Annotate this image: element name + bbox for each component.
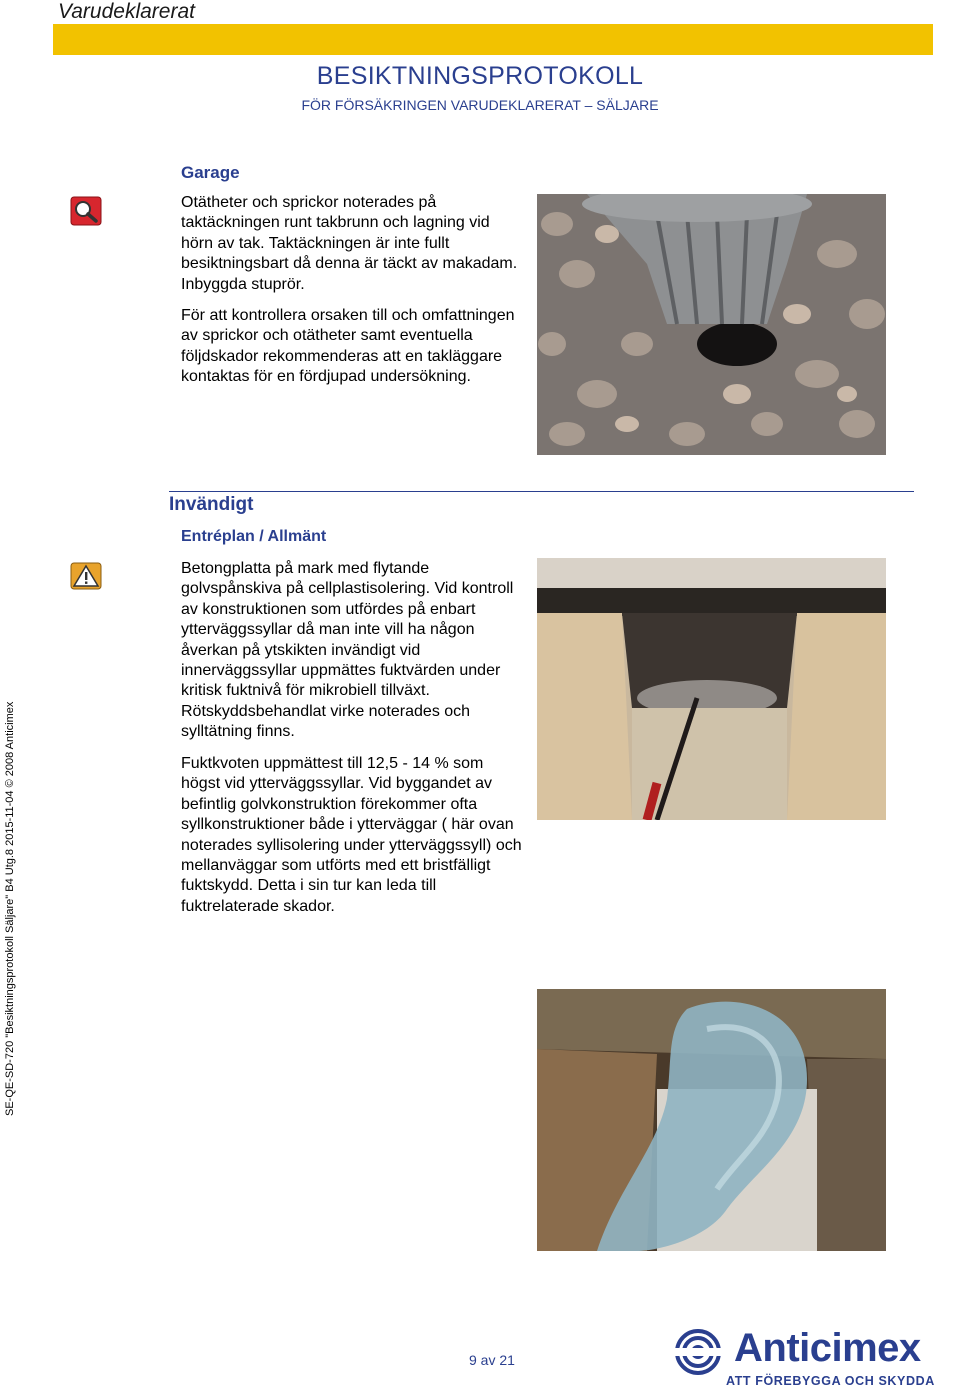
invandigt-paragraph-1: Betongplatta på mark med flytande golvspånskiva på cellplastisolering. Vid kontroll av konstruktionen som utfördes på enbart ytterväggssyllar då man inte vill ha någon åverkan på ytskikten invändigt vid innerväggssyllar uppmättes fuktvärden under kritisk fuktnivå för mikrobiell tillväxt. Rötskyddsbehandlat virke noterades och sylltätning finns.	[181, 560, 514, 741]
header-bar	[53, 24, 933, 55]
section-heading-invandigt: Invändigt	[169, 494, 254, 515]
anticimex-logo	[668, 1326, 948, 1394]
logo-wordmark: Anticimex	[734, 1326, 921, 1370]
invandigt-paragraph-2: Fuktkvoten uppmättest till 12,5 - 14 % som högst vid ytterväggssyllar. Vid byggandet av befintlig golvkonstruktion förekommer ofta syllkonstruktioner både i ytterväggar ( här ovan noterades syllisolering under ytterväggssyll) och mellanväggar som utförts med ett bristfälligt fuktskydd. Detta i sin tur kan leda till fuktrelaterade skador.	[181, 755, 522, 915]
page-subtitle: FÖR FÖRSÄKRINGEN VARUDEKLARERAT – SÄLJARE	[301, 97, 659, 113]
anticimex-logo-icon	[668, 1328, 728, 1376]
section-heading-garage: Garage	[181, 163, 240, 182]
document-reference: SE-QE-SD-720 "Besiktningsprotokoll Säljare" B4 Utg.8 2015-11-04 © 2008 Anticimex	[4, 701, 16, 1116]
garage-paragraph-2: För att kontrollera orsaken till och omfattningen av sprickor och otätheter samt eventuella följdskador rekommenderas att en takläggare kontaktas för en fördjupad undersökning.	[181, 307, 515, 386]
section-divider	[169, 491, 914, 492]
document-type-label: Varudeklarerat	[58, 0, 195, 23]
page-title: BESIKTNINGSPROTOKOLL	[316, 62, 644, 90]
garage-roof-drain-photo	[537, 194, 886, 455]
subsection-heading-entreplan: Entréplan / Allmänt	[181, 528, 327, 545]
garage-paragraph-1: Otätheter och sprickor noterades på taktäckningen runt takbrunn och lagning vid hörn av tak. Taktäckningen är inte fullt besiktningsbart då denna är täckt av makadam. Inbyggda stuprör.	[181, 194, 518, 293]
magnifier-icon	[70, 196, 102, 226]
sill-inspection-photo	[537, 558, 886, 820]
logo-tagline: ATT FÖREBYGGA OCH SKYDDA	[726, 1374, 935, 1388]
moisture-meter-photo	[537, 989, 886, 1251]
warning-icon	[70, 562, 102, 590]
page-number: 9 av 21	[469, 1352, 515, 1368]
